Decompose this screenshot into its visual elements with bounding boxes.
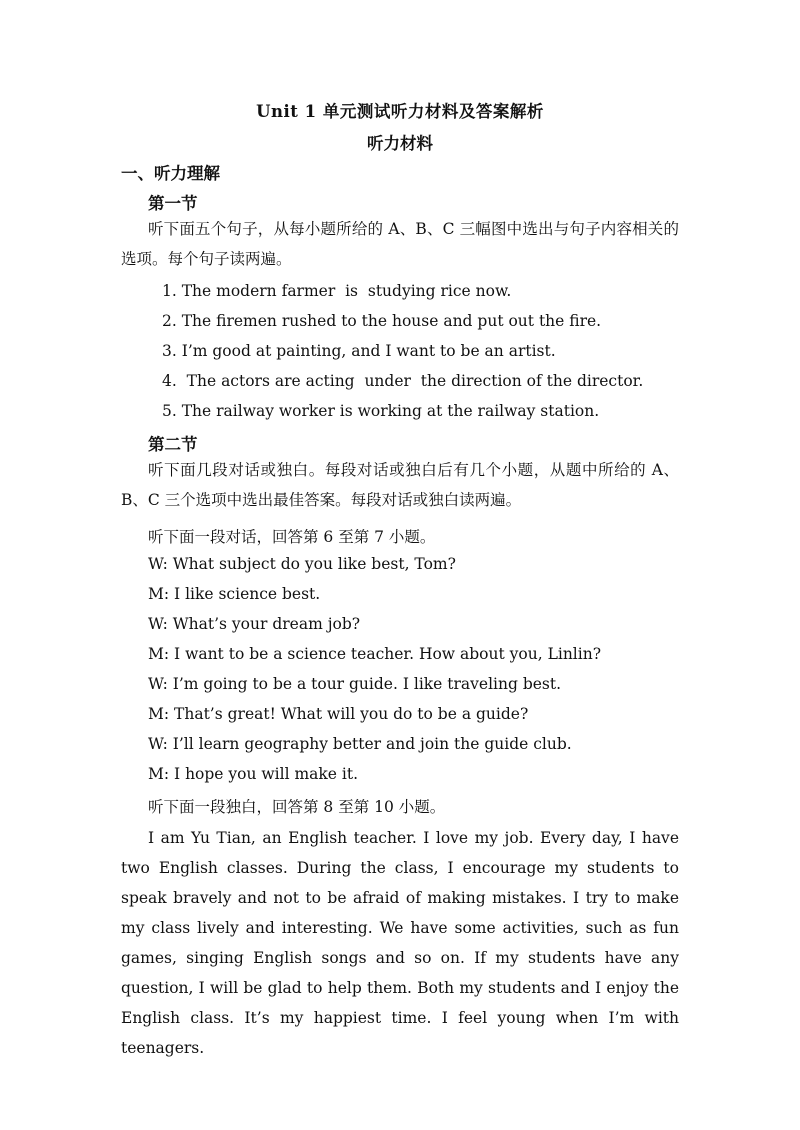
sentence-item: 4. The actors are acting under the direction of the director.: [162, 372, 644, 390]
part1-instructions: 听下面五个句子，从每小题所给的 A、B、C 三幅图中选出与句子内容相关的选项。每个句子读两遍。: [121, 220, 679, 268]
monologue-text: I am Yu Tian, an English teacher. I love my job. Every day, I have two English classes. During the class, I encourage my students to speak bravely and not to be afraid of making mistakes. I try to make my class lively and interesting. We have some activities, such as fun games, singing English songs and so on. If my students have any question, I will be glad to help them. Both my students and I enjoy the English class. It’s my happiest time. I feel young when I’m with teenagers.: [121, 829, 679, 1057]
part2-heading: 第二节: [148, 435, 198, 454]
page-title: Unit 1 单元测试听力材料及答案解析: [256, 102, 544, 121]
dialogue-line: M: I want to be a science teacher. How about you, Linlin?: [148, 645, 602, 663]
monologue-intro: 听下面一段独白，回答第 8 至第 10 小题。: [148, 798, 446, 816]
dialogue-intro: 听下面一段对话，回答第 6 至第 7 小题。: [148, 528, 436, 546]
sentence-item: 1. The modern farmer is studying rice now.: [162, 282, 512, 300]
sentence-item: 3. I’m good at painting, and I want to be an artist.: [162, 342, 556, 360]
section-heading: 一、听力理解: [121, 164, 220, 183]
dialogue-line: M: That’s great! What will you do to be a guide?: [148, 705, 529, 723]
dialogue-line: W: I’ll learn geography better and join the guide club.: [148, 735, 572, 753]
part1-heading: 第一节: [148, 194, 198, 213]
dialogue-line: M: I like science best.: [148, 585, 321, 603]
part2-instructions: 听下面几段对话或独白。每段对话或独白后有几个小题，从题中所给的 A、B、C 三个选项中选出最佳答案。每段对话或独白读两遍。: [121, 461, 679, 509]
page-subtitle: 听力材料: [367, 134, 433, 153]
sentence-item: 2. The firemen rushed to the house and put out the fire.: [162, 312, 602, 330]
dialogue-line: M: I hope you will make it.: [148, 765, 359, 783]
dialogue-line: W: What subject do you like best, Tom?: [148, 555, 456, 573]
dialogue-line: W: What’s your dream job?: [148, 615, 361, 633]
sentence-item: 5. The railway worker is working at the railway station.: [162, 402, 600, 420]
dialogue-line: W: I’m going to be a tour guide. I like traveling best.: [148, 675, 562, 693]
